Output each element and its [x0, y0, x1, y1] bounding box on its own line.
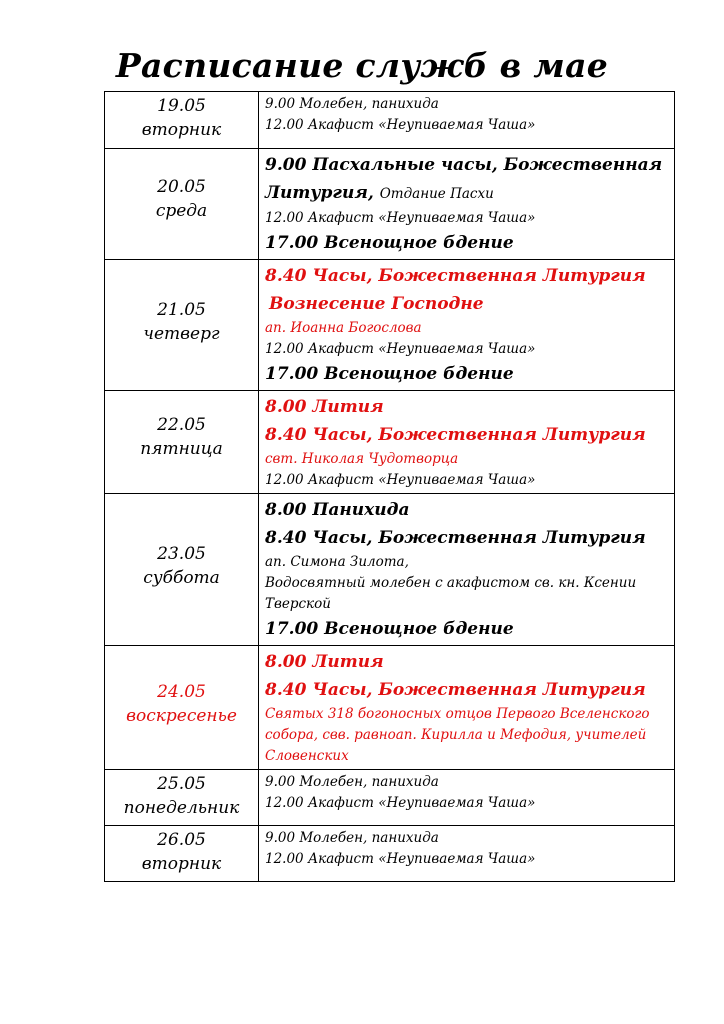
service-line: 12.00 Акафист «Неупиваемая Чаша» [265, 472, 536, 488]
date: 23.05 [157, 544, 206, 564]
service-line: 9.00 Молебен, панихида [265, 96, 439, 112]
date-cell [105, 260, 259, 391]
weekday: вторник [141, 120, 222, 140]
date-cell [105, 92, 259, 149]
date: 24.05 [157, 682, 206, 702]
date: 20.05 [157, 177, 206, 197]
service-line-part: Литургия, [265, 183, 374, 203]
services-cell [259, 826, 675, 882]
table-row [105, 391, 675, 494]
date: 21.05 [157, 300, 206, 320]
service-line: 8.40 Часы, Божественная Литургия [265, 680, 646, 700]
services-cell [259, 646, 675, 770]
service-line: 12.00 Акафист «Неупиваемая Чаша» [265, 851, 536, 867]
service-line: 17.00 Всенощное бдение [265, 619, 514, 639]
service-line: 8.40 Часы, Божественная Литургия [265, 425, 646, 445]
service-line: 9.00 Пасхальные часы, Божественная [265, 155, 663, 175]
weekday: четверг [143, 324, 220, 344]
date-cell [105, 149, 259, 260]
schedule-table [104, 91, 675, 882]
services-cell [259, 494, 675, 646]
feast-name: Отдание Пасхи [379, 186, 494, 202]
services-cell [259, 770, 675, 826]
service-line: Водосвятный молебен с акафистом св. кн. Ксении Тверской [265, 575, 637, 612]
date: 26.05 [157, 830, 206, 850]
service-line: 9.00 Молебен, панихида [265, 830, 439, 846]
service-line: 17.00 Всенощное бдение [265, 233, 514, 253]
service-line: 8.40 Часы, Божественная Литургия [265, 266, 646, 286]
weekday: воскресенье [126, 706, 237, 726]
service-line: 8.00 Лития [265, 397, 384, 417]
date: 19.05 [157, 96, 206, 116]
date-cell [105, 391, 259, 494]
services-cell [259, 391, 675, 494]
saint-name: ап. Симона Зилота, [265, 554, 409, 570]
date-cell [105, 494, 259, 646]
service-line: 9.00 Молебен, панихида [265, 774, 439, 790]
feast-name: Святых 318 богоносных отцов Первого Вселенского собора, свв. равноап. Кирилла и Мефодия, учителей Словенских [265, 706, 650, 764]
date-cell [105, 770, 259, 826]
service-line: 8.00 Панихида [265, 500, 410, 520]
service-line [265, 179, 670, 208]
date: 22.05 [157, 415, 206, 435]
table-row [105, 260, 675, 391]
service-line: 12.00 Акафист «Неупиваемая Чаша» [265, 341, 536, 357]
service-line: 12.00 Акафист «Неупиваемая Чаша» [265, 210, 536, 226]
service-line: 8.00 Лития [265, 652, 384, 672]
table-row [105, 494, 675, 646]
date: 25.05 [157, 774, 206, 794]
service-line: 17.00 Всенощное бдение [265, 364, 514, 384]
table-row [105, 826, 675, 882]
weekday: пятница [140, 439, 223, 459]
feast-name: Вознесение Господне [269, 294, 484, 314]
services-cell [259, 149, 675, 260]
weekday: понедельник [123, 798, 240, 818]
weekday: суббота [143, 568, 220, 588]
table-row [105, 646, 675, 770]
table-row [105, 92, 675, 149]
weekday: вторник [141, 854, 222, 874]
service-line: 12.00 Акафист «Неупиваемая Чаша» [265, 795, 536, 811]
page-title: Расписание служб в мае [115, 46, 609, 85]
table-row [105, 149, 675, 260]
date-cell [105, 646, 259, 770]
saint-name: ап. Иоанна Богослова [265, 320, 422, 336]
weekday: среда [155, 201, 208, 221]
services-cell [259, 92, 675, 149]
date-cell [105, 826, 259, 882]
saint-name: свт. Николая Чудотворца [265, 451, 459, 467]
table-row [105, 770, 675, 826]
services-cell [259, 260, 675, 391]
service-line: 12.00 Акафист «Неупиваемая Чаша» [265, 117, 536, 133]
service-line: 8.40 Часы, Божественная Литургия [265, 528, 646, 548]
